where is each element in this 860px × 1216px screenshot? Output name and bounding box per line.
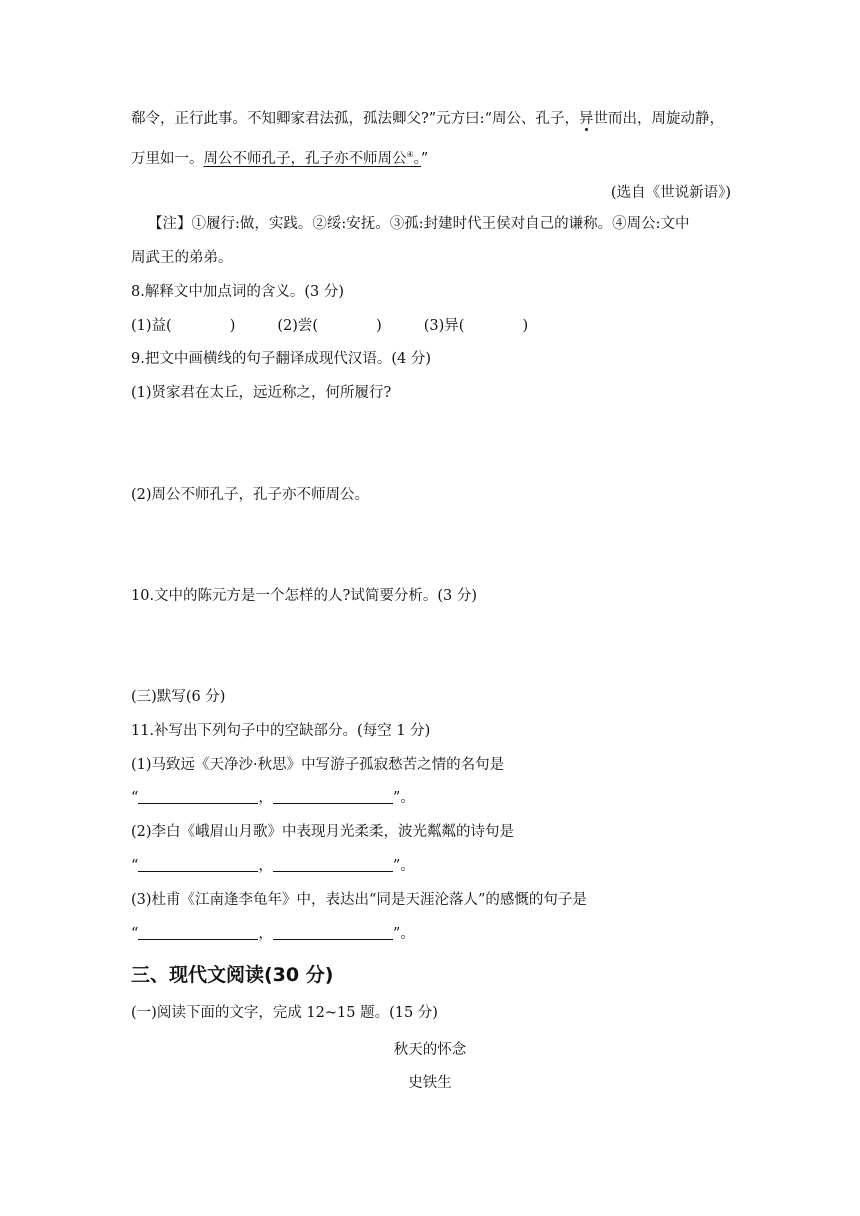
essay-author: 史铁生 <box>408 1075 452 1091</box>
q11-item-1: (1)马致远《天净沙·秋思》中写游子孤寂愁苦之情的名句是 <box>131 757 505 773</box>
q8-item-1-close: ) <box>229 318 236 334</box>
q11-blanks-3 <box>131 925 415 943</box>
q8-items <box>131 317 528 335</box>
q8-item-2-close: ) <box>376 318 382 334</box>
underlined-period: 。 <box>413 150 421 167</box>
q9-item-1: (1)贤家君在太丘，远近称之，何所履行? <box>131 385 392 401</box>
q11-item-2: (2)李白《峨眉山月歌》中表现月光柔柔，波光粼粼的诗句是 <box>131 824 515 840</box>
underlined-text: 周公不师孔子，孔子亦不师周公 <box>203 150 407 167</box>
q9-title: 9.把文中画横线的句子翻译成现代汉语。(4 分) <box>131 351 431 367</box>
answer-blank[interactable] <box>138 925 258 940</box>
close-quote: ”。 <box>392 926 415 942</box>
note-line-1: 【注】①履行:做，实践。②绥:安抚。③孤:封建时代王侯对自己的谦称。④周公:文中 <box>148 216 690 232</box>
q8-item-2: (2)尝( <box>277 318 319 334</box>
close-quote: ”。 <box>392 790 415 806</box>
q8-item-1: (1)益( <box>131 318 172 334</box>
answer-blank[interactable] <box>273 789 393 804</box>
passage-text: 郗令，正行此事。不知卿家君法孤，孤法卿父?”元方曰:“周公、孔子， <box>131 111 579 127</box>
passage-line-1 <box>131 110 724 128</box>
q8-title: 8.解释文中加点词的含义。(3 分) <box>131 284 344 300</box>
answer-blank[interactable] <box>273 857 393 872</box>
open-quote: “ <box>131 790 139 806</box>
open-quote: “ <box>131 858 139 874</box>
q10-title: 10.文中的陈元方是一个怎样的人?试简要分析。(3 分) <box>131 588 477 604</box>
q11-blanks-1 <box>131 789 415 807</box>
q11-title: 11.补写出下列句子中的空缺部分。(每空 1 分) <box>131 723 431 739</box>
answer-blank[interactable] <box>273 925 393 940</box>
q11-item-3: (3)杜甫《江南逢李龟年》中，表达出“同是天涯沦落人”的感慨的句子是 <box>131 892 587 908</box>
underlined-sentence <box>204 151 421 167</box>
comma: ， <box>258 858 273 874</box>
q11-blanks-2 <box>131 857 415 875</box>
note-line-2: 周武王的弟弟。 <box>131 250 233 266</box>
open-quote: “ <box>131 926 139 942</box>
passage-text: 万里如一。 <box>131 150 204 167</box>
essay-title: 秋天的怀念 <box>393 1042 467 1058</box>
closing-quote: ” <box>420 150 429 167</box>
passage-line-2 <box>131 146 428 168</box>
close-quote: ”。 <box>392 858 415 874</box>
q9-item-2: (2)周公不师孔子，孔子亦不师周公。 <box>131 487 370 503</box>
source-citation: (选自《世说新语》) <box>610 185 731 201</box>
footnote-marker: ④ <box>406 150 414 159</box>
answer-blank[interactable] <box>138 857 258 872</box>
dotted-word: 异 <box>578 111 594 127</box>
section-3-title: (三)默写(6 分) <box>131 689 226 705</box>
passage-text: 世而出，周旋动静， <box>593 111 724 127</box>
reading-intro: (一)阅读下面的文字，完成 12~15 题。(15 分) <box>131 1005 438 1021</box>
q8-item-3: (3)异( <box>423 318 465 334</box>
answer-blank[interactable] <box>138 789 258 804</box>
q8-item-3-close: ) <box>522 318 529 334</box>
comma: ， <box>258 926 273 942</box>
comma: ， <box>258 790 273 806</box>
part-3-heading: 三、现代文阅读(30 分) <box>131 964 334 986</box>
